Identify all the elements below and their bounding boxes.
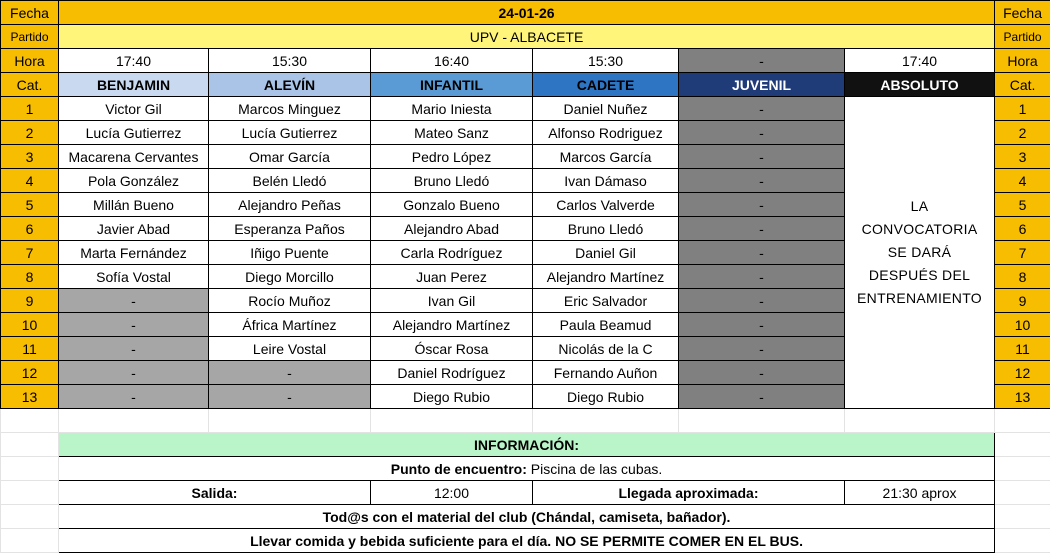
player-cell-alevin[interactable]: -	[209, 385, 371, 409]
absoluto-note-line: ENTRENAMIENTO	[845, 287, 994, 310]
player-cell-alevin[interactable]: Alejandro Peñas	[209, 193, 371, 217]
player-cell-infantil[interactable]: Bruno Lledó	[371, 169, 533, 193]
row-number-right[interactable]: 5	[995, 193, 1050, 217]
departure-value[interactable]: 12:00	[371, 481, 533, 505]
row-number-left[interactable]: 3	[1, 145, 59, 169]
category-header-infantil[interactable]: INFANTIL	[371, 73, 533, 97]
row-number-left[interactable]: 6	[1, 217, 59, 241]
player-cell-infantil[interactable]: Mario Iniesta	[371, 97, 533, 121]
absoluto-note-line: LA	[845, 195, 994, 218]
blank-row	[1, 409, 1050, 433]
absoluto-note-line: CONVOCATORIA	[845, 218, 994, 241]
absoluto-note[interactable]	[845, 97, 995, 409]
player-cell-infantil[interactable]: Gonzalo Bueno	[371, 193, 533, 217]
blank-cell[interactable]	[995, 505, 1050, 529]
meeting-point-value: Piscina de las cubas.	[531, 461, 663, 477]
player-cell-infantil[interactable]: Daniel Rodríguez	[371, 361, 533, 385]
player-cell-benjamin[interactable]: Millán Bueno	[59, 193, 209, 217]
row-number-left[interactable]: 2	[1, 121, 59, 145]
time-cell-alevín[interactable]: 15:30	[209, 49, 371, 73]
time-cell-cadete[interactable]: 15:30	[533, 49, 679, 73]
player-cell-cadete[interactable]: Eric Salvador	[533, 289, 679, 313]
player-cell-juvenil[interactable]: -	[679, 169, 845, 193]
row-number-left[interactable]: 5	[1, 193, 59, 217]
arrival-label[interactable]: Llegada aproximada:	[533, 481, 845, 505]
row-number-right[interactable]: 8	[995, 265, 1050, 289]
meeting-point-cell[interactable]	[59, 457, 995, 481]
material-note[interactable]: Tod@s con el material del club (Chándal, camiseta, bañador).	[59, 505, 995, 529]
blank-cell[interactable]	[371, 409, 533, 433]
absoluto-note-line: DESPUÉS DEL	[845, 264, 994, 287]
blank-cell[interactable]	[845, 409, 995, 433]
player-cell-juvenil[interactable]: -	[679, 193, 845, 217]
player-cell-cadete[interactable]: Bruno Lledó	[533, 217, 679, 241]
row-number-left[interactable]: 8	[1, 265, 59, 289]
match-name[interactable]: UPV - ALBACETE	[59, 25, 995, 49]
player-cell-cadete[interactable]: Marcos García	[533, 145, 679, 169]
info-times-row	[1, 481, 1050, 505]
info-title-row	[1, 433, 1050, 457]
row-number-right[interactable]: 9	[995, 289, 1050, 313]
row-number-right[interactable]: 2	[995, 121, 1050, 145]
time-cell-juvenil[interactable]: -	[679, 49, 845, 73]
row-number-right[interactable]: 10	[995, 313, 1050, 337]
row-hora	[1, 49, 1050, 73]
player-cell-alevin[interactable]: Omar García	[209, 145, 371, 169]
player-cell-juvenil[interactable]: -	[679, 217, 845, 241]
category-header-absoluto[interactable]: ABSOLUTO	[845, 73, 995, 97]
row-number-right[interactable]: 1	[995, 97, 1050, 121]
blank-cell[interactable]	[209, 409, 371, 433]
player-cell-juvenil[interactable]: -	[679, 337, 845, 361]
player-cell-infantil[interactable]: Alejandro Abad	[371, 217, 533, 241]
row-number-left[interactable]: 9	[1, 289, 59, 313]
player-cell-alevin[interactable]: Iñigo Puente	[209, 241, 371, 265]
player-cell-benjamin[interactable]: -	[59, 361, 209, 385]
player-cell-benjamin[interactable]: -	[59, 313, 209, 337]
info-title[interactable]: INFORMACIÓN:	[59, 433, 995, 457]
blank-cell[interactable]	[533, 409, 679, 433]
player-cell-infantil[interactable]: Mateo Sanz	[371, 121, 533, 145]
player-cell-alevin[interactable]: Rocío Muñoz	[209, 289, 371, 313]
row-number-left[interactable]: 4	[1, 169, 59, 193]
player-cell-juvenil[interactable]: -	[679, 313, 845, 337]
player-cell-benjamin[interactable]: Javier Abad	[59, 217, 209, 241]
player-cell-juvenil[interactable]: -	[679, 265, 845, 289]
row-categories	[1, 73, 1050, 97]
row-number-left[interactable]: 13	[1, 385, 59, 409]
player-cell-juvenil[interactable]: -	[679, 145, 845, 169]
blank-cell[interactable]	[1, 409, 59, 433]
player-cell-cadete[interactable]: Diego Rubio	[533, 385, 679, 409]
player-cell-cadete[interactable]: Daniel Nuñez	[533, 97, 679, 121]
match-date[interactable]: 24-01-26	[59, 1, 995, 25]
blank-cell[interactable]	[1, 457, 59, 481]
player-cell-benjamin[interactable]: Sofía Vostal	[59, 265, 209, 289]
cat-label-left[interactable]: Cat.	[1, 73, 59, 97]
row-number-right[interactable]: 7	[995, 241, 1050, 265]
player-cell-juvenil[interactable]: -	[679, 97, 845, 121]
info-food-row	[1, 529, 1050, 553]
time-cell-benjamin[interactable]: 17:40	[59, 49, 209, 73]
row-number-right[interactable]: 12	[995, 361, 1050, 385]
partido-label-left[interactable]: Partido	[1, 25, 59, 49]
player-cell-cadete[interactable]: Paula Beamud	[533, 313, 679, 337]
row-number-left[interactable]: 1	[1, 97, 59, 121]
row-number-right[interactable]: 13	[995, 385, 1050, 409]
row-number-left[interactable]: 11	[1, 337, 59, 361]
player-cell-cadete[interactable]: Alfonso Rodriguez	[533, 121, 679, 145]
player-cell-cadete[interactable]: Nicolás de la C	[533, 337, 679, 361]
row-number-right[interactable]: 11	[995, 337, 1050, 361]
blank-cell[interactable]	[679, 409, 845, 433]
blank-cell[interactable]	[1, 529, 59, 553]
blank-cell[interactable]	[1, 481, 59, 505]
partido-label-right[interactable]: Partido	[995, 25, 1050, 49]
player-cell-alevin[interactable]: África Martínez	[209, 313, 371, 337]
category-header-cadete[interactable]: CADETE	[533, 73, 679, 97]
absoluto-note-line: SE DARÁ	[845, 241, 994, 264]
player-cell-infantil[interactable]: Ivan Gil	[371, 289, 533, 313]
player-cell-benjamin[interactable]: Macarena Cervantes	[59, 145, 209, 169]
player-cell-infantil[interactable]: Diego Rubio	[371, 385, 533, 409]
row-number-left[interactable]: 10	[1, 313, 59, 337]
player-cell-cadete[interactable]: Carlos Valverde	[533, 193, 679, 217]
departure-label[interactable]: Salida:	[59, 481, 371, 505]
row-partido	[1, 25, 1050, 49]
row-number-left[interactable]: 7	[1, 241, 59, 265]
fecha-label-right[interactable]: Fecha	[995, 1, 1050, 25]
player-cell-alevin[interactable]: Leire Vostal	[209, 337, 371, 361]
info-material-row	[1, 505, 1050, 529]
player-cell-benjamin[interactable]: -	[59, 337, 209, 361]
player-cell-alevin[interactable]: -	[209, 361, 371, 385]
player-cell-juvenil[interactable]: -	[679, 361, 845, 385]
player-cell-alevin[interactable]: Belén Lledó	[209, 169, 371, 193]
blank-cell[interactable]	[995, 457, 1050, 481]
time-cell-absoluto[interactable]: 17:40	[845, 49, 995, 73]
player-cell-juvenil[interactable]: -	[679, 385, 845, 409]
category-header-alevín[interactable]: ALEVÍN	[209, 73, 371, 97]
player-cell-infantil[interactable]: Pedro López	[371, 145, 533, 169]
blank-cell[interactable]	[1, 433, 59, 457]
cat-label-right[interactable]: Cat.	[995, 73, 1050, 97]
player-cell-juvenil[interactable]: -	[679, 121, 845, 145]
player-cell-benjamin[interactable]: -	[59, 385, 209, 409]
player-cell-benjamin[interactable]: Lucía Gutierrez	[59, 121, 209, 145]
category-header-benjamin[interactable]: BENJAMIN	[59, 73, 209, 97]
category-header-juvenil[interactable]: JUVENIL	[679, 73, 845, 97]
blank-cell[interactable]	[59, 409, 209, 433]
arrival-value[interactable]: 21:30 aprox	[845, 481, 995, 505]
info-meeting-row	[1, 457, 1050, 481]
hora-label-left[interactable]: Hora	[1, 49, 59, 73]
player-cell-alevin[interactable]: Marcos Minguez	[209, 97, 371, 121]
blank-cell[interactable]	[995, 433, 1050, 457]
player-cell-benjamin[interactable]: Marta Fernández	[59, 241, 209, 265]
player-cell-cadete[interactable]: Alejandro Martínez	[533, 265, 679, 289]
row-number-right[interactable]: 4	[995, 169, 1050, 193]
player-row	[1, 97, 1050, 121]
player-cell-benjamin[interactable]: Pola González	[59, 169, 209, 193]
player-cell-alevin[interactable]: Esperanza Paños	[209, 217, 371, 241]
row-fecha	[1, 1, 1050, 25]
player-cell-infantil[interactable]: Alejandro Martínez	[371, 313, 533, 337]
player-cell-infantil[interactable]: Juan Perez	[371, 265, 533, 289]
row-number-left[interactable]: 12	[1, 361, 59, 385]
player-cell-juvenil[interactable]: -	[679, 241, 845, 265]
player-cell-alevin[interactable]: Lucía Gutierrez	[209, 121, 371, 145]
blank-cell[interactable]	[995, 409, 1050, 433]
time-cell-infantil[interactable]: 16:40	[371, 49, 533, 73]
blank-cell[interactable]	[995, 529, 1050, 553]
player-cell-juvenil[interactable]: -	[679, 289, 845, 313]
food-note[interactable]: Llevar comida y bebida suficiente para el día. NO SE PERMITE COMER EN EL BUS.	[59, 529, 995, 553]
player-cell-alevin[interactable]: Diego Morcillo	[209, 265, 371, 289]
player-cell-cadete[interactable]: Fernando Auñon	[533, 361, 679, 385]
player-cell-infantil[interactable]: Óscar Rosa	[371, 337, 533, 361]
hora-label-right[interactable]: Hora	[995, 49, 1050, 73]
meeting-point-label: Punto de encuentro:	[391, 461, 527, 477]
player-cell-benjamin[interactable]: -	[59, 289, 209, 313]
player-cell-cadete[interactable]: Ivan Dámaso	[533, 169, 679, 193]
fecha-label-left[interactable]: Fecha	[1, 1, 59, 25]
blank-cell[interactable]	[1, 505, 59, 529]
blank-cell[interactable]	[995, 481, 1050, 505]
player-cell-cadete[interactable]: Daniel Gil	[533, 241, 679, 265]
player-cell-infantil[interactable]: Carla Rodríguez	[371, 241, 533, 265]
player-cell-benjamin[interactable]: Victor Gil	[59, 97, 209, 121]
row-number-right[interactable]: 6	[995, 217, 1050, 241]
row-number-right[interactable]: 3	[995, 145, 1050, 169]
